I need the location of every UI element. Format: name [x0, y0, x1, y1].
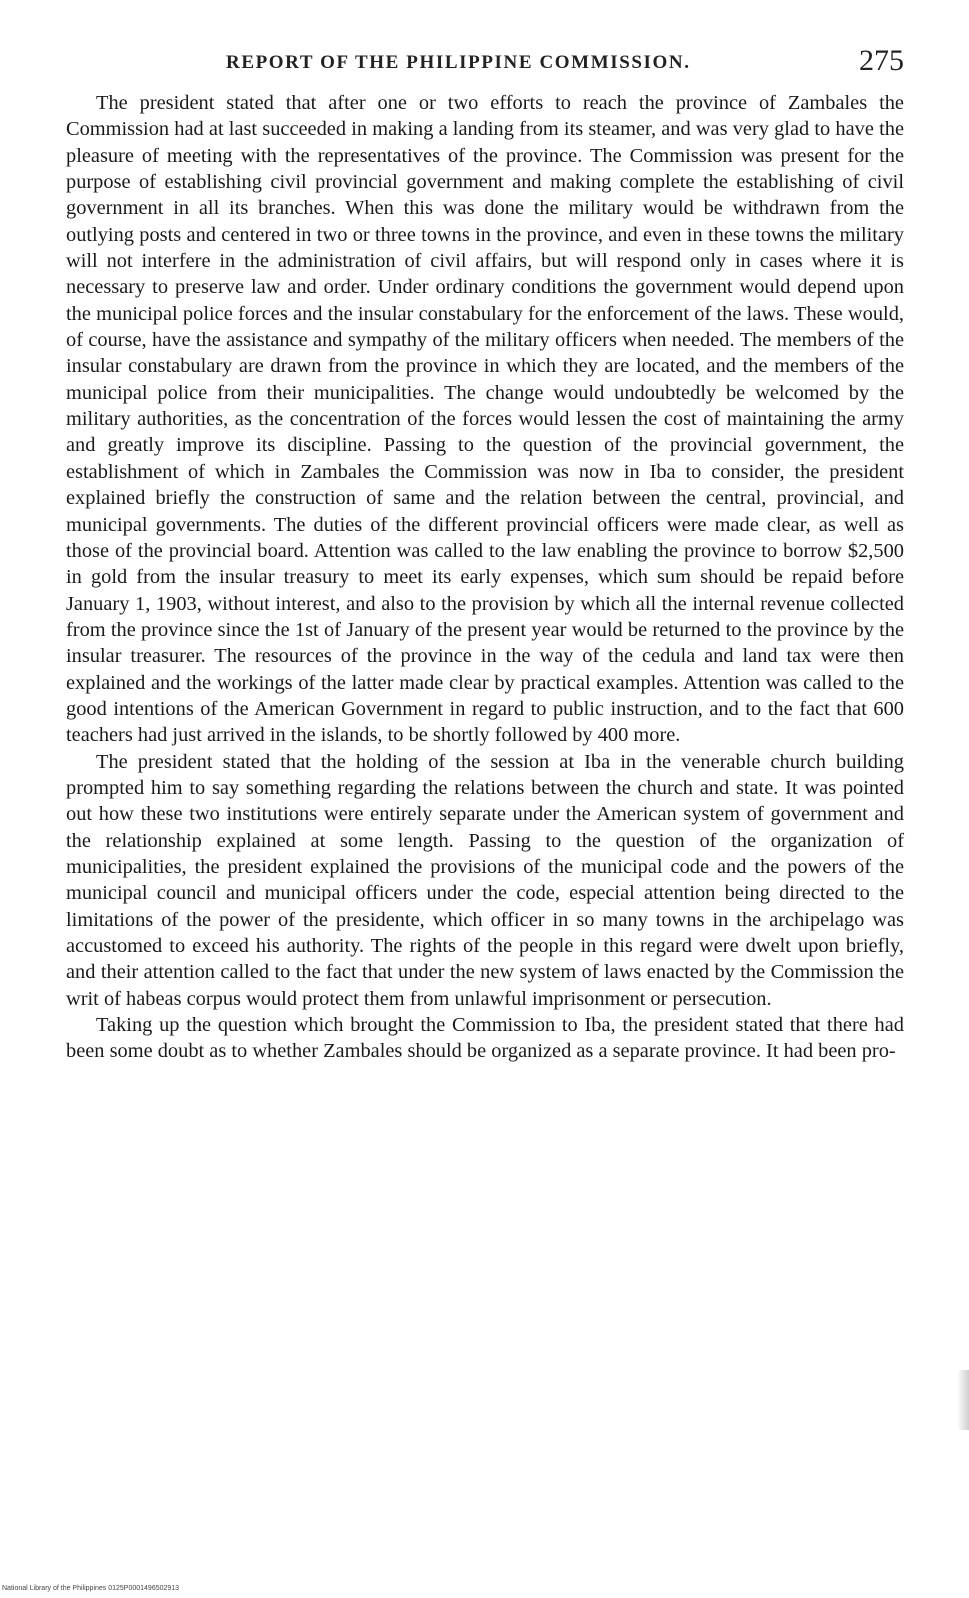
body-text: [66, 90, 904, 1065]
paragraph-2: The president stated that the holding of the session at Iba in the venerable church building prompted him to say something regarding the relations between the church and state. It was pointed out how these two institutions were entirely separate under the American system of government and the relationship explained at some length. Passing to the question of the organization of municipalities, the president explained the provisions of the municipal code and the powers of the municipal council and municipal officers under the code, especial attention being directed to the limitations of the power of the presidente, which officer in so many towns in the archipelago was accustomed to exceed his authority. The rights of the people in this regard were dwelt upon briefly, and their attention called to the fact that under the new system of laws enacted by the Commission the writ of habeas corpus would protect them from unlawful imprisonment or persecution.: [66, 750, 904, 1010]
scan-footer-note: National Library of the Philippines 0125P0001496502913: [2, 1585, 180, 1592]
running-title: REPORT OF THE PHILIPPINE COMMISSION.: [226, 52, 691, 73]
page-number: 275: [859, 44, 904, 77]
page-edge-mark: [957, 1370, 969, 1430]
running-head: [66, 44, 904, 84]
paragraph-3: Taking up the question which brought the Commission to Iba, the president stated that there had been some doubt as to whether Zambales should be organized as a separate province. It had been pro-: [66, 1014, 904, 1063]
paragraph-1: The president stated that after one or two efforts to reach the province of Zambales the Commission had at last succeeded in making a landing from its steamer, and was very glad to have the pleasure of meeting with the representatives of the province. The Commission was present for the purpose of establishing civil provincial government and making complete the establishing of civil government in all its branches. When this was done the military would be withdrawn from the outlying posts and centered in two or three towns in the province, and even in these towns the military will not interfere in the administration of civil affairs, but will respond only in cases where it is necessary to preserve law and order. Under ordinary conditions the government would depend upon the municipal police forces and the insular constabulary for the enforcement of the laws. These would, of course, have the assistance and sympathy of the military officers when needed. The members of the insular constabulary are drawn from the province in which they are located, and the members of the municipal police from their municipalities. The change would undoubtedly be welcomed by the military authorities, as the concentration of the forces would lessen the cost of maintaining the army and greatly improve its discipline. Passing to the question of the provincial government, the establishment of which in Zambales the Commission was now in Iba to consider, the president explained briefly the construction of same and the relation between the central, provincial, and municipal governments. The duties of the different provincial officers were made clear, as well as those of the provincial board. Attention was called to the law enabling the province to borrow $2,500 in gold from the insular treasury to meet its early expenses, which sum should be repaid before January 1, 1903, without interest, and also to the provision by which all the internal revenue collected from the province since the 1st of January of the present year would be returned to the province by the insular treasurer. The resources of the province in the way of the cedula and land tax were then explained and the workings of the latter made clear by practical examples. Attention was called to the good intentions of the American Government in regard to public instruction, and to the fact that 600 teachers had just arrived in the islands, to be shortly followed by 400 more.: [66, 92, 904, 747]
